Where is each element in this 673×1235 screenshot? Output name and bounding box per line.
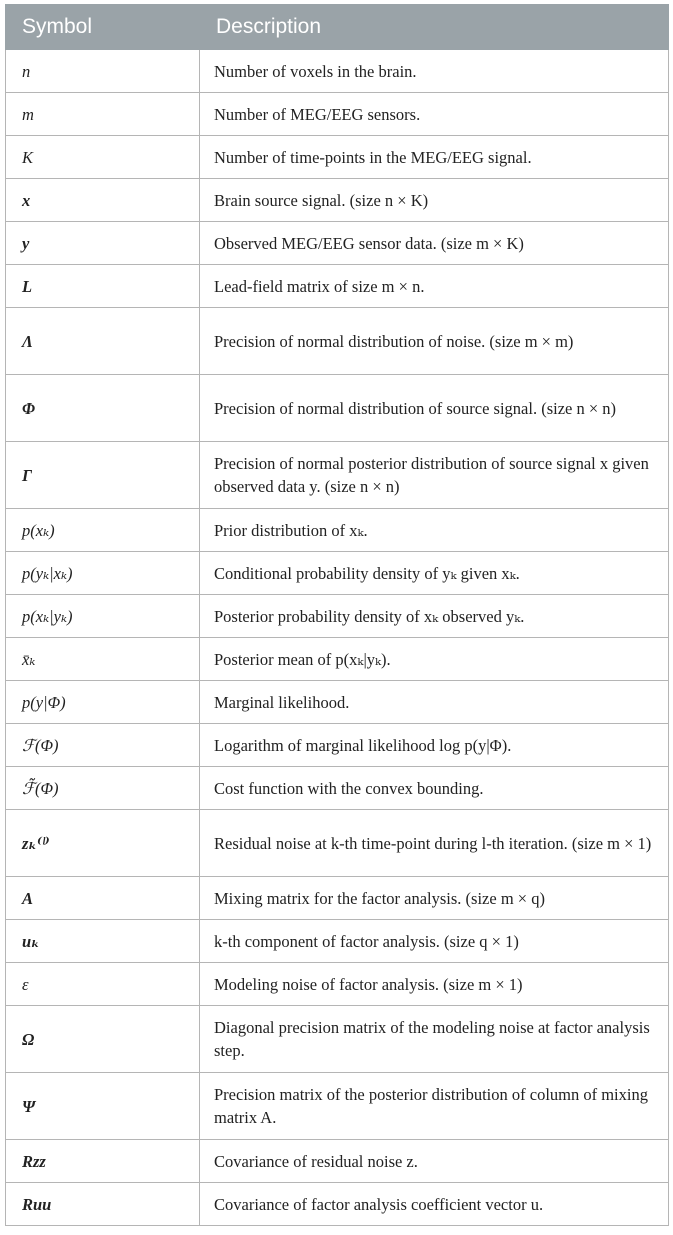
- table-row: [6, 920, 669, 963]
- description-cell: Marginal likelihood.: [200, 681, 669, 724]
- header-symbol: Symbol: [6, 5, 200, 50]
- table-row: [6, 93, 669, 136]
- symbol-cell: p(y|Φ): [6, 681, 200, 724]
- table-row: [6, 509, 669, 552]
- description-cell: Brain source signal. (size n × K): [200, 179, 669, 222]
- description-cell: Posterior mean of p(xₖ|yₖ).: [200, 638, 669, 681]
- symbol-cell: ℱ̃(Φ): [6, 767, 200, 810]
- table-row: [6, 1183, 669, 1226]
- table-row: [6, 265, 669, 308]
- description-cell: Number of time-points in the MEG/EEG signal.: [200, 136, 669, 179]
- table-row: [6, 442, 669, 509]
- table-row: [6, 638, 669, 681]
- table-row: [6, 1073, 669, 1140]
- description-cell: Cost function with the convex bounding.: [200, 767, 669, 810]
- symbol-cell: ℱ(Φ): [6, 724, 200, 767]
- description-cell: Precision of normal posterior distribution of source signal x given observed data y. (size n × n): [200, 442, 669, 509]
- table-row: [6, 1140, 669, 1183]
- table-row: [6, 179, 669, 222]
- table-row: [6, 595, 669, 638]
- description-cell: Conditional probability density of yₖ given xₖ.: [200, 552, 669, 595]
- symbol-cell: y: [6, 222, 200, 265]
- symbol-cell: m: [6, 93, 200, 136]
- symbol-cell: Φ: [6, 375, 200, 442]
- table-row: [6, 552, 669, 595]
- table-row: [6, 375, 669, 442]
- symbol-cell: Ω: [6, 1006, 200, 1073]
- symbol-cell: zₖ⁽ˡ⁾: [6, 810, 200, 877]
- header-row: [6, 5, 669, 50]
- description-cell: Mixing matrix for the factor analysis. (size m × q): [200, 877, 669, 920]
- symbol-cell: ε: [6, 963, 200, 1006]
- symbol-cell: x: [6, 179, 200, 222]
- description-cell: Precision of normal distribution of noise. (size m × m): [200, 308, 669, 375]
- symbol-cell: Ψ: [6, 1073, 200, 1140]
- symbol-cell: K: [6, 136, 200, 179]
- description-cell: Covariance of residual noise z.: [200, 1140, 669, 1183]
- symbol-table: [5, 4, 669, 1226]
- table-row: [6, 1006, 669, 1073]
- description-cell: Number of voxels in the brain.: [200, 50, 669, 93]
- header-description: Description: [200, 5, 669, 50]
- table-row: [6, 681, 669, 724]
- description-cell: Covariance of factor analysis coefficient vector u.: [200, 1183, 669, 1226]
- symbol-cell: Λ: [6, 308, 200, 375]
- symbol-cell: p(xₖ|yₖ): [6, 595, 200, 638]
- symbol-cell: p(xₖ): [6, 509, 200, 552]
- symbol-cell: Ruu: [6, 1183, 200, 1226]
- table-row: [6, 50, 669, 93]
- description-cell: Modeling noise of factor analysis. (size m × 1): [200, 963, 669, 1006]
- symbol-cell: p(yₖ|xₖ): [6, 552, 200, 595]
- description-cell: Precision matrix of the posterior distribution of column of mixing matrix A.: [200, 1073, 669, 1140]
- description-cell: Posterior probability density of xₖ observed yₖ.: [200, 595, 669, 638]
- description-cell: Observed MEG/EEG sensor data. (size m × K): [200, 222, 669, 265]
- description-cell: Lead-field matrix of size m × n.: [200, 265, 669, 308]
- description-cell: k-th component of factor analysis. (size q × 1): [200, 920, 669, 963]
- symbol-cell: n: [6, 50, 200, 93]
- table-row: [6, 136, 669, 179]
- description-cell: Residual noise at k-th time-point during l-th iteration. (size m × 1): [200, 810, 669, 877]
- description-cell: Prior distribution of xₖ.: [200, 509, 669, 552]
- description-cell: Number of MEG/EEG sensors.: [200, 93, 669, 136]
- description-cell: Diagonal precision matrix of the modeling noise at factor analysis step.: [200, 1006, 669, 1073]
- symbol-cell: x̄ₖ: [6, 638, 200, 681]
- table-row: [6, 810, 669, 877]
- table-row: [6, 877, 669, 920]
- table-row: [6, 963, 669, 1006]
- table-row: [6, 222, 669, 265]
- symbol-cell: Rzz: [6, 1140, 200, 1183]
- symbol-cell: Γ: [6, 442, 200, 509]
- symbol-cell: A: [6, 877, 200, 920]
- description-cell: Logarithm of marginal likelihood log p(y|Φ).: [200, 724, 669, 767]
- symbol-cell: uₖ: [6, 920, 200, 963]
- table-row: [6, 767, 669, 810]
- table-row: [6, 308, 669, 375]
- symbol-cell: L: [6, 265, 200, 308]
- table-row: [6, 724, 669, 767]
- description-cell: Precision of normal distribution of source signal. (size n × n): [200, 375, 669, 442]
